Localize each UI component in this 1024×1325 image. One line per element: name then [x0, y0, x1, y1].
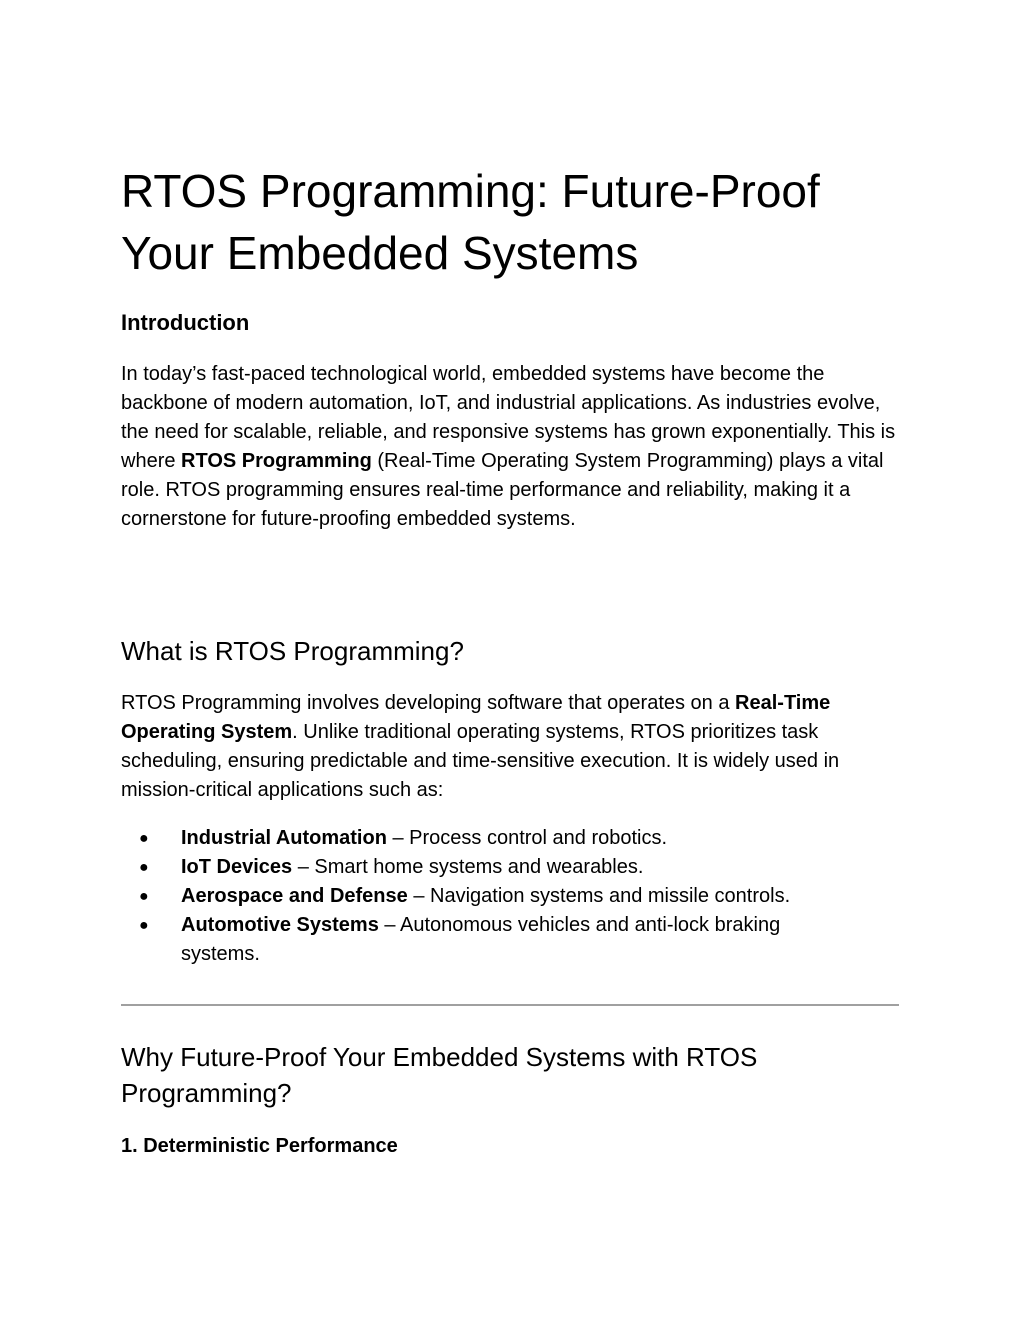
- item-title: Aerospace and Defense: [181, 885, 408, 907]
- list-item: [121, 853, 906, 882]
- intro-bold: RTOS Programming: [181, 450, 372, 472]
- page-title: RTOS Programming: Future-Proof Your Embedded Systems: [121, 165, 820, 279]
- item-title: Automotive Systems: [181, 914, 379, 936]
- horizontal-divider: [121, 1004, 899, 1006]
- intro-paragraph: [121, 360, 906, 534]
- item-text: – Autonomous vehicles and anti-lock braking systems.: [181, 914, 781, 965]
- intro-text-2: (Real-Time Operating System Programming) plays a vital role. RTOS programming ensures real-time performance and reliability, making it a cornerstone for future-proofing embedded systems.: [121, 450, 884, 530]
- list-item: [121, 882, 906, 911]
- deterministic-heading: 1. Deterministic Performance: [121, 1135, 398, 1157]
- item-text: – Navigation systems and missile controls.: [407, 885, 791, 907]
- item-text: – Process control and robotics.: [386, 827, 668, 849]
- item-text: – Smart home systems and wearables.: [292, 856, 644, 878]
- what-text-2: . Unlike traditional operating systems, RTOS prioritizes task scheduling, ensuring predictable and time-sensitive execution. It is widely used in mission-critical applications such as:: [121, 721, 840, 801]
- bullet-icon: ●: [139, 917, 149, 934]
- what-paragraph: [121, 689, 906, 805]
- bullet-icon: ●: [139, 830, 149, 847]
- what-text-1: RTOS Programming involves developing software that operates on a: [121, 692, 736, 714]
- item-title: IoT Devices: [181, 856, 293, 878]
- list-item: [121, 911, 906, 969]
- bullet-icon: ●: [139, 859, 149, 876]
- why-heading: Why Future-Proof Your Embedded Systems with RTOS Programming?: [121, 1042, 758, 1108]
- item-title: Industrial Automation: [181, 827, 387, 849]
- intro-heading: Introduction: [121, 310, 250, 335]
- intro-text-1: In today’s fast-paced technological world, embedded systems have become the backbone of modern automation, IoT, and industrial applications. As industries evolve, the need for scalable, reliable, and responsive systems has grown exponentially. This is where: [121, 363, 896, 472]
- what-heading: What is RTOS Programming?: [121, 636, 464, 666]
- bullet-icon: ●: [139, 888, 149, 905]
- list-item: [121, 824, 906, 853]
- what-bold: Real-Time Operating System: [121, 692, 831, 743]
- applications-list: [121, 824, 906, 969]
